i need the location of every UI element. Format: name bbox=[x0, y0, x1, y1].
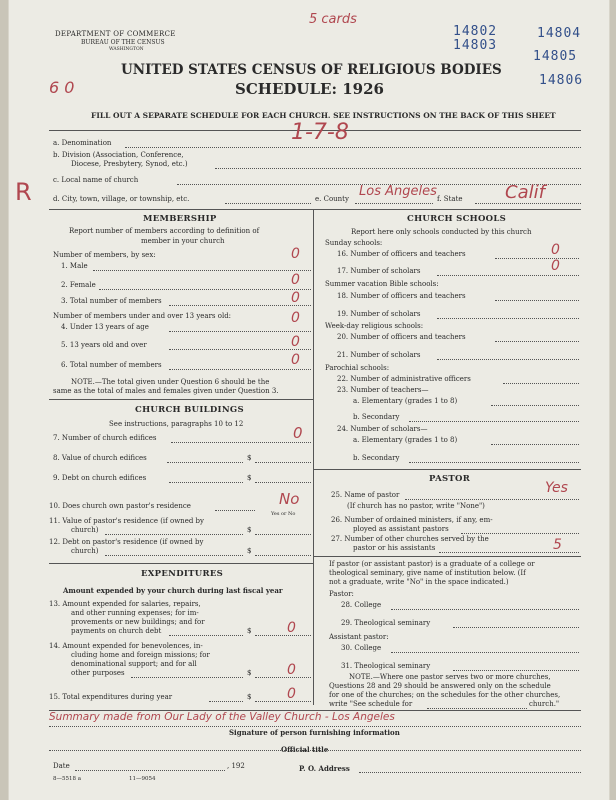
q26-label: 26. Number of ordained ministers, if any, em- bbox=[331, 516, 493, 524]
dept-label: DEPARTMENT OF COMMERCE bbox=[55, 30, 176, 38]
parochial-label: Parochial schools: bbox=[325, 364, 390, 372]
q5-over13-label: 5. 13 years old and over bbox=[61, 341, 147, 349]
q16-line bbox=[495, 258, 579, 259]
q10-value: No bbox=[279, 490, 300, 508]
q10-line bbox=[215, 510, 255, 511]
buildings-divider bbox=[49, 399, 313, 400]
denomination-label: a. Denomination bbox=[53, 139, 112, 147]
handwritten-state: Calif bbox=[505, 182, 545, 203]
q14-value: 0 bbox=[287, 662, 296, 678]
q6-total-label: 6. Total number of members bbox=[61, 361, 162, 369]
q9-amount-line bbox=[255, 482, 311, 483]
q1-male-label: 1. Male bbox=[61, 262, 88, 270]
stamp-number: 14802 bbox=[453, 24, 498, 39]
stamp-number: 14803 bbox=[453, 38, 498, 53]
q10-label: 10. Does church own pastor's residence bbox=[49, 502, 191, 510]
membership-note-2: same as the total of males and females given under Question 3. bbox=[53, 387, 279, 395]
summer-label: Summer vacation Bible schools: bbox=[325, 280, 439, 288]
q2-line bbox=[99, 289, 311, 290]
q14-line bbox=[131, 677, 243, 678]
pastor-note-line bbox=[427, 708, 527, 709]
graduate-note-2: theological seminary, give name of institution below. (If bbox=[329, 569, 526, 577]
q13-line bbox=[169, 635, 243, 636]
q9-line bbox=[169, 482, 243, 483]
q27-sublabel: pastor or his assistants bbox=[353, 544, 436, 552]
q2-female-label: 2. Female bbox=[61, 281, 96, 289]
q27-label: 27. Number of other churches served by the bbox=[331, 535, 489, 543]
state-label: f. State bbox=[437, 195, 463, 203]
city-label: WASHINGTON bbox=[109, 47, 144, 52]
handwritten-cards: 5 cards bbox=[309, 12, 357, 27]
q16-label: 16. Number of officers and teachers bbox=[337, 250, 466, 258]
q16-value: 0 bbox=[551, 242, 560, 258]
q12-amount-line bbox=[255, 555, 311, 556]
section-divider bbox=[49, 209, 581, 210]
q9-dollar: $ bbox=[247, 474, 252, 482]
q29-line bbox=[453, 627, 579, 628]
po-line bbox=[359, 772, 581, 773]
q24a-line bbox=[491, 444, 579, 445]
q23b-label: b. Secondary bbox=[353, 413, 400, 421]
q24b-line bbox=[409, 462, 579, 463]
q13-value: 0 bbox=[287, 620, 296, 636]
q12-sublabel: church) bbox=[71, 547, 99, 555]
schedule-title: SCHEDULE: 1926 bbox=[235, 80, 384, 98]
q25-label: 25. Name of pastor bbox=[331, 491, 400, 499]
q5-line bbox=[169, 349, 311, 350]
signature-line bbox=[49, 726, 581, 727]
pastor-note-4: write "See schedule for bbox=[329, 700, 413, 708]
q14-line-4: other purposes bbox=[71, 669, 125, 677]
q8-amount-line bbox=[255, 462, 311, 463]
q13-line-4: payments on church debt bbox=[71, 627, 162, 635]
division-line bbox=[215, 168, 581, 169]
q29-label: 29. Theological seminary bbox=[341, 619, 431, 627]
q11-dollar: $ bbox=[247, 526, 252, 534]
county-label: e. County bbox=[315, 195, 349, 203]
q4-under13-label: 4. Under 13 years of age bbox=[61, 323, 149, 331]
q6-value: 0 bbox=[291, 352, 300, 368]
q13-line-2: and other running expenses; for im- bbox=[71, 609, 199, 617]
q4-value: 0 bbox=[291, 310, 300, 326]
q23b-line bbox=[409, 421, 579, 422]
state-line bbox=[475, 203, 581, 204]
q8-line bbox=[167, 462, 243, 463]
q13-line-1: 13. Amount expended for salaries, repairs, bbox=[49, 600, 201, 608]
q30-label: 30. College bbox=[341, 644, 382, 652]
membership-note: NOTE.—The total given under Question 6 should be the bbox=[71, 378, 270, 386]
q25-line bbox=[405, 499, 579, 500]
q1-line bbox=[93, 270, 311, 271]
q15-value: 0 bbox=[287, 686, 296, 702]
pastor-note-2: Questions 28 and 29 should be answered only on the schedule bbox=[329, 682, 551, 690]
q23a-line bbox=[491, 405, 579, 406]
form-title: UNITED STATES CENSUS OF RELIGIOUS BODIES bbox=[121, 62, 502, 78]
q7-value: 0 bbox=[293, 424, 303, 442]
q11-line bbox=[105, 534, 243, 535]
q27-value: 5 bbox=[553, 537, 562, 553]
q21-line bbox=[437, 359, 579, 360]
q14-line-1: 14. Amount expended for benevolences, in- bbox=[49, 642, 203, 650]
q19-label: 19. Number of scholars bbox=[337, 310, 421, 318]
pastor-sub-label: Pastor: bbox=[329, 590, 354, 598]
q22-label: 22. Number of administrative officers bbox=[337, 375, 471, 383]
handwritten-code: 1-7-8 bbox=[291, 120, 349, 145]
stamp-number: 14805 bbox=[533, 49, 578, 64]
q11-amount-line bbox=[255, 534, 311, 535]
q18-line bbox=[495, 300, 579, 301]
q17-label: 17. Number of scholars bbox=[337, 267, 421, 275]
q28-line bbox=[391, 609, 579, 610]
q1-value: 0 bbox=[291, 246, 300, 262]
official-title-label: Official title bbox=[281, 745, 329, 754]
expenditures-sub: Amount expended by your church during last fiscal year bbox=[63, 586, 283, 595]
instructions-line: FILL OUT A SEPARATE SCHEDULE FOR EACH CHURCH. SEE INSTRUCTIONS ON THE BACK OF THIS SHEET bbox=[91, 111, 556, 120]
q15-label: 15. Total expenditures during year bbox=[49, 693, 173, 701]
q11-sublabel: church) bbox=[71, 526, 99, 534]
census-schedule-sheet bbox=[8, 0, 610, 800]
city-line bbox=[225, 203, 311, 204]
pastor-divider bbox=[313, 469, 581, 470]
local-name-label: c. Local name of church bbox=[53, 176, 139, 184]
membership-title: MEMBERSHIP bbox=[143, 214, 217, 224]
handwritten-r-mark: R bbox=[15, 178, 32, 206]
weekday-label: Week-day religious schools: bbox=[325, 322, 424, 330]
assistant-label: Assistant pastor: bbox=[329, 633, 389, 641]
q25-hint: (If church has no pastor, write "None") bbox=[347, 502, 485, 510]
q22-line bbox=[503, 383, 579, 384]
q26-sublabel: ployed as assistant pastors bbox=[353, 525, 449, 533]
q12-line bbox=[105, 555, 243, 556]
bureau-label: BUREAU OF THE CENSUS bbox=[81, 39, 165, 46]
q13-amount-line bbox=[255, 635, 311, 636]
date-year: , 192 bbox=[227, 762, 245, 770]
division-sublabel: Diocese, Presbytery, Synod, etc.) bbox=[71, 160, 188, 168]
q3-value: 0 bbox=[291, 290, 300, 306]
q5-value: 0 bbox=[291, 334, 300, 350]
po-label: P. O. Address bbox=[299, 764, 350, 773]
signature-label: Signature of person furnishing information bbox=[229, 728, 400, 737]
q12-dollar: $ bbox=[247, 547, 252, 555]
q31-line bbox=[453, 670, 579, 671]
date-line bbox=[75, 770, 225, 771]
q26-line bbox=[461, 533, 579, 534]
q24a-label: a. Elementary (grades 1 to 8) bbox=[353, 436, 458, 444]
expenditures-title: EXPENDITURES bbox=[141, 569, 224, 579]
q31-label: 31. Theological seminary bbox=[341, 662, 431, 670]
q15-amount-line bbox=[255, 701, 311, 702]
by-sex-label: Number of members, by sex: bbox=[53, 251, 156, 259]
q7-label: 7. Number of church edifices bbox=[53, 434, 157, 442]
q20-label: 20. Number of officers and teachers bbox=[337, 333, 466, 341]
expenditures-divider bbox=[49, 563, 313, 564]
pastor-title: PASTOR bbox=[429, 474, 471, 484]
q11-label: 11. Value of pastor's residence (if owned by bbox=[49, 517, 204, 525]
q14-line-3: denominational support; and for all bbox=[71, 660, 197, 668]
q12-label: 12. Debt on pastor's residence (if owned by bbox=[49, 538, 204, 546]
city-field-label: d. City, town, village, or township, etc. bbox=[53, 195, 190, 203]
q14-line-2: cluding home and foreign missions; for bbox=[71, 651, 210, 659]
q28-label: 28. College bbox=[341, 601, 382, 609]
q21-label: 21. Number of scholars bbox=[337, 351, 421, 359]
q13-line-3: provements or new buildings; and for bbox=[71, 618, 205, 626]
column-divider bbox=[313, 209, 314, 705]
q20-line bbox=[495, 341, 579, 342]
stamp-number: 14804 bbox=[537, 26, 582, 41]
handwritten-county: Los Angeles bbox=[359, 184, 437, 199]
graduate-note-3: not a graduate, write "No" in the space indicated.) bbox=[329, 578, 509, 586]
buildings-title: CHURCH BUILDINGS bbox=[135, 405, 244, 415]
date-label: Date bbox=[53, 762, 70, 770]
q19-line bbox=[437, 318, 579, 319]
q18-label: 18. Number of officers and teachers bbox=[337, 292, 466, 300]
membership-intro-2: member in your church bbox=[141, 237, 225, 245]
sunday-label: Sunday schools: bbox=[325, 239, 383, 247]
q15-line bbox=[209, 701, 243, 702]
graduate-note-1: If pastor (or assistant pastor) is a graduate of a college or bbox=[329, 560, 535, 568]
q8-dollar: $ bbox=[247, 454, 252, 462]
q15-dollar: $ bbox=[247, 693, 252, 701]
handwritten-signature: Summary made from Our Lady of the Valley Church - Los Angeles bbox=[49, 711, 395, 723]
yes-no-hint: Yes or No bbox=[271, 511, 296, 517]
q25-value: Yes bbox=[545, 480, 568, 496]
q8-label: 8. Value of church edifices bbox=[53, 454, 147, 462]
q14-amount-line bbox=[255, 677, 311, 678]
q3-total-label: 3. Total number of members bbox=[61, 297, 162, 305]
q2-value: 0 bbox=[291, 272, 300, 288]
membership-intro: Report number of members according to definition of bbox=[69, 227, 260, 235]
q3-line bbox=[169, 305, 311, 306]
denomination-line bbox=[125, 147, 581, 148]
schools-title: CHURCH SCHOOLS bbox=[407, 214, 507, 224]
q30-line bbox=[391, 652, 579, 653]
form-code-1: 8—5518 a bbox=[53, 776, 82, 782]
county-line bbox=[355, 203, 433, 204]
pastor-note-3: for one of the churches; on the schedules for the other churches, bbox=[329, 691, 561, 699]
form-code-2: 11—9054 bbox=[129, 776, 156, 782]
q24b-label: b. Secondary bbox=[353, 454, 400, 462]
graduate-divider bbox=[313, 556, 581, 557]
q23a-label: a. Elementary (grades 1 to 8) bbox=[353, 397, 458, 405]
q17-value: 0 bbox=[551, 258, 560, 274]
q7-line bbox=[171, 442, 311, 443]
q23-label: 23. Number of teachers— bbox=[337, 386, 429, 394]
stamp-number: 14806 bbox=[539, 73, 584, 88]
q13-dollar: $ bbox=[247, 627, 252, 635]
q14-dollar: $ bbox=[247, 669, 252, 677]
q24-label: 24. Number of scholars— bbox=[337, 425, 428, 433]
pastor-note-5: church." bbox=[529, 700, 560, 708]
handwritten-sixty: 6 0 bbox=[49, 78, 75, 97]
buildings-see: See instructions, paragraphs 10 to 12 bbox=[109, 420, 244, 428]
pastor-note-1: NOTE.—Where one pastor serves two or more churches, bbox=[349, 673, 551, 681]
q9-label: 9. Debt on church edifices bbox=[53, 474, 147, 482]
q4-line bbox=[169, 331, 311, 332]
age-label: Number of members under and over 13 years old: bbox=[53, 312, 232, 320]
schools-intro: Report here only schools conducted by this church bbox=[351, 228, 532, 236]
q17-line bbox=[437, 275, 579, 276]
division-label: b. Division (Association, Conference, bbox=[53, 151, 184, 159]
q6-line bbox=[169, 369, 311, 370]
